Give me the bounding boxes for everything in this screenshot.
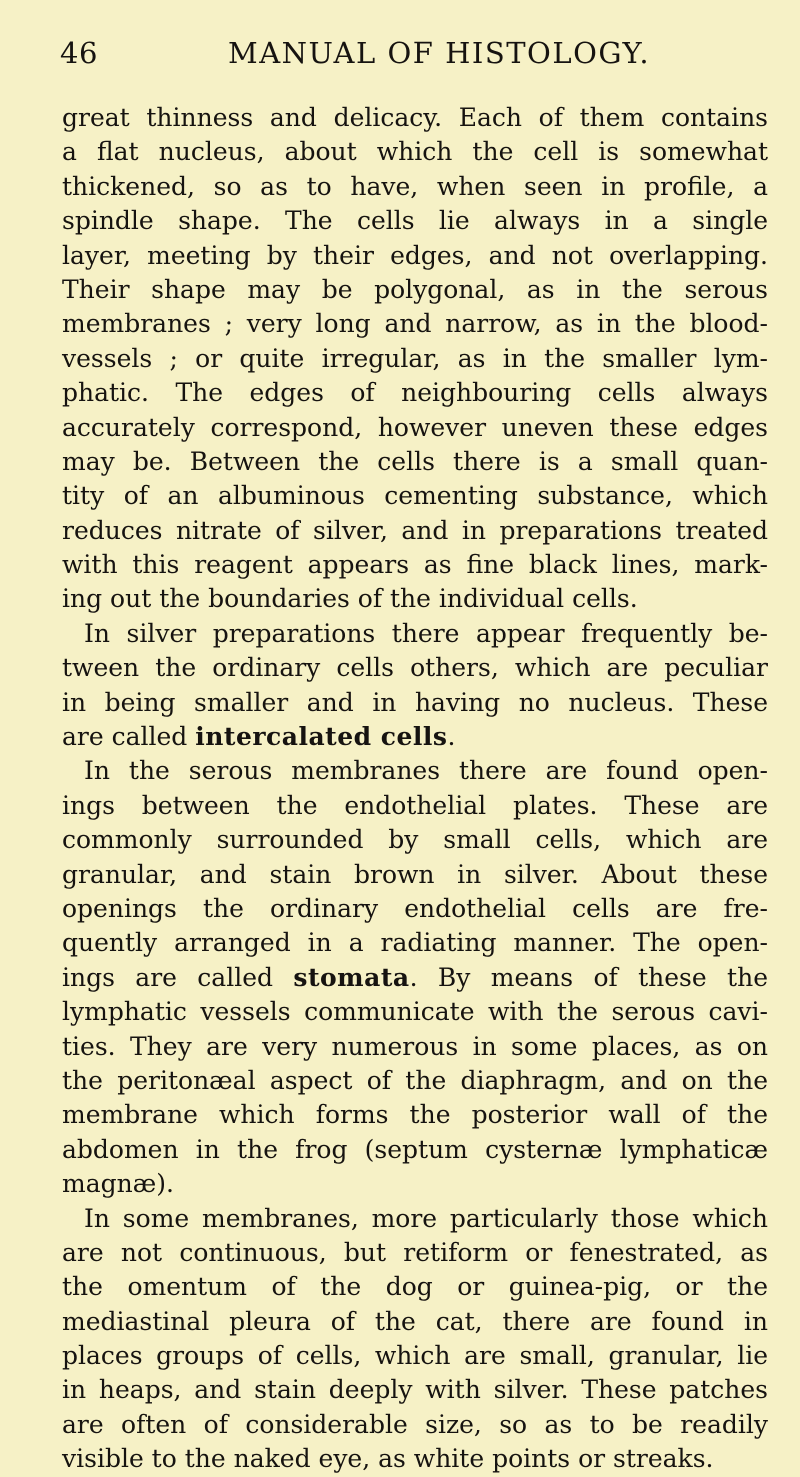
text-line — [62, 1167, 768, 1201]
text-segment: are called — [62, 722, 196, 752]
text-segment: may be. Between the cells there is a small quan- — [62, 446, 768, 476]
text-line — [62, 445, 768, 479]
text-segment: commonly surrounded by small cells, which are — [62, 825, 768, 855]
page-header — [60, 36, 762, 76]
text-line — [62, 514, 768, 548]
text-segment: with this reagent appears as fine black lines, mark- — [62, 550, 768, 580]
text-segment: thickened, so as to have, when seen in profile, a — [62, 171, 768, 201]
text-line — [62, 1098, 768, 1132]
text-line — [62, 582, 768, 616]
text-segment: . By means of these the — [409, 962, 768, 992]
bold-term: intercalated cells — [195, 722, 448, 752]
text-segment: ings are called — [62, 962, 294, 992]
text-segment: In silver preparations there appear frequently be- — [84, 618, 768, 648]
text-segment: ties. They are very numerous in some places, as on — [62, 1031, 768, 1061]
text-segment: great thinness and delicacy. Each of them contains — [62, 103, 768, 132]
text-segment: mediastinal pleura of the cat, there are found in — [62, 1306, 768, 1336]
text-line — [62, 1408, 768, 1442]
text-segment: openings the ordinary endothelial cells are fre- — [62, 893, 768, 923]
text-segment: tity of an albuminous cementing substance, which — [62, 481, 768, 511]
text-line — [62, 239, 768, 273]
text-line — [62, 823, 768, 857]
text-segment: In the serous membranes there are found open- — [84, 756, 768, 786]
text-line — [62, 926, 768, 960]
text-segment: spindle shape. The cells lie always in a single — [62, 206, 768, 236]
text-line — [62, 1270, 768, 1304]
text-line — [62, 651, 768, 685]
text-segment: lymphatic vessels communicate with the serous cavi- — [62, 997, 768, 1027]
text-segment: are not continuous, but retiform or fenestrated, as — [62, 1237, 768, 1267]
text-line — [62, 617, 768, 651]
text-line — [62, 789, 768, 823]
text-line — [62, 858, 768, 892]
text-segment: in heaps, and stain deeply with silver. These patches — [62, 1375, 768, 1405]
text-line — [62, 995, 768, 1029]
text-line — [62, 1236, 768, 1270]
page-number: 46 — [60, 36, 98, 70]
text-line — [62, 1064, 768, 1098]
text-line — [62, 273, 768, 307]
text-line — [62, 170, 768, 204]
text-line — [62, 376, 768, 410]
text-segment: visible to the naked eye, as white points or streaks. — [62, 1444, 714, 1474]
body-text — [62, 101, 768, 1477]
text-segment: Their shape may be polygonal, as in the serous — [62, 274, 768, 304]
text-segment: . — [447, 722, 456, 752]
text-line — [62, 411, 768, 445]
text-segment: a flat nucleus, about which the cell is somewhat — [62, 137, 768, 167]
text-segment: reduces nitrate of silver, and in preparations treated — [62, 515, 768, 545]
text-line — [62, 342, 768, 376]
text-segment: membrane which forms the posterior wall of the — [62, 1100, 768, 1130]
text-line — [62, 204, 768, 238]
text-line — [62, 1202, 768, 1236]
text-line — [62, 892, 768, 926]
text-segment: magnæ). — [62, 1169, 174, 1199]
text-segment: In some membranes, more particularly those which — [84, 1203, 768, 1233]
text-line — [62, 1030, 768, 1064]
text-line — [62, 101, 768, 135]
text-line — [62, 307, 768, 341]
text-segment: abdomen in the frog (septum cysternæ lymphaticæ — [62, 1134, 768, 1164]
text-line — [62, 686, 768, 720]
text-line — [62, 135, 768, 169]
text-segment: places groups of cells, which are small, granular, lie — [62, 1341, 768, 1371]
running-title: MANUAL OF HISTOLOGY. — [228, 36, 651, 70]
text-line — [62, 548, 768, 582]
text-segment: are often of considerable size, so as to be readily — [62, 1409, 768, 1439]
text-line — [62, 1442, 768, 1476]
text-segment: phatic. The edges of neighbouring cells always — [62, 378, 768, 408]
text-segment: ing out the boundaries of the individual cells. — [62, 584, 638, 614]
text-line — [62, 720, 768, 754]
text-segment: granular, and stain brown in silver. About these — [62, 859, 768, 889]
text-line — [62, 1339, 768, 1373]
text-segment: in being smaller and in having no nucleus. These — [62, 687, 768, 717]
text-segment: quently arranged in a radiating manner. The open- — [62, 928, 768, 958]
text-segment: ings between the endothelial plates. These are — [62, 790, 768, 820]
text-segment: membranes ; very long and narrow, as in the blood- — [62, 309, 768, 339]
text-segment: accurately correspond, however uneven these edges — [62, 412, 768, 442]
text-line — [62, 1305, 768, 1339]
text-line — [62, 754, 768, 788]
text-segment: the peritonæal aspect of the diaphragm, and on the — [62, 1065, 768, 1095]
text-segment: tween the ordinary cells others, which are peculiar — [62, 653, 768, 683]
text-segment: the omentum of the dog or guinea-pig, or the — [62, 1272, 768, 1302]
text-line — [62, 479, 768, 513]
text-segment: vessels ; or quite irregular, as in the smaller lym- — [62, 343, 768, 373]
text-segment: layer, meeting by their edges, and not overlapping. — [62, 240, 768, 270]
text-line — [62, 961, 768, 995]
bold-term: stomata — [293, 962, 410, 992]
text-line — [62, 1133, 768, 1167]
text-line — [62, 1373, 768, 1407]
